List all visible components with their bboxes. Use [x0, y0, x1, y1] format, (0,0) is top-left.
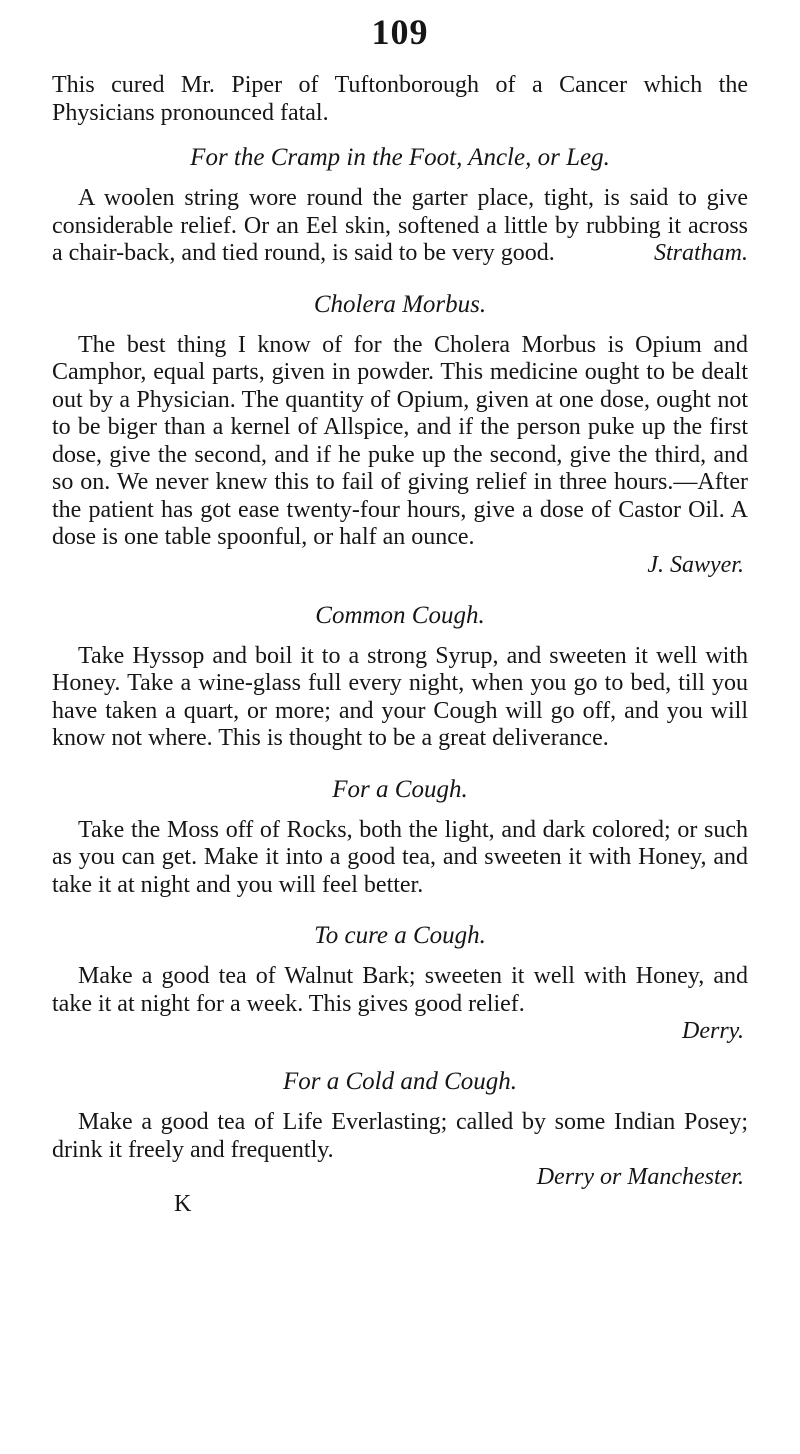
attribution-cold-cough: Derry or Manchester.: [536, 1164, 744, 1190]
section-cramp: [52, 143, 748, 268]
section-for-a-cough: [52, 775, 748, 900]
heading-cholera: Cholera Morbus.: [313, 290, 487, 318]
attribution-cure-cough: Derry.: [682, 1018, 744, 1044]
paragraph-cold-cough: Make a good tea of Life Everlasting; called by some Indian Posey; drink it freely and frequently.: [52, 1109, 748, 1163]
section-cure-cough: [52, 921, 748, 1045]
page-number: 109: [371, 12, 429, 52]
paragraph-common-cough: Take Hyssop and boil it to a strong Syrup, and sweeten it well with Honey. Take a wine-glass full every night, when you go to bed, till you have taken a quart, or more; and your Cough will go off, and you will know not where. This is thought to be a great deliverance.: [52, 642, 748, 751]
heading-common-cough: Common Cough.: [315, 601, 485, 629]
paragraph-cramp: [52, 185, 748, 268]
section-cold-cough: [52, 1067, 748, 1191]
signature-mark: K: [174, 1191, 192, 1217]
paragraph-cancer-note: This cured Mr. Piper of Tuftonborough of a Cancer which the Physicians pronounced fatal.: [52, 72, 748, 126]
heading-for-a-cough: For a Cough.: [332, 775, 468, 803]
paragraph-cure-cough: Make a good tea of Walnut Bark; sweeten it well with Honey, and take it at night for a week. This gives good relief.: [52, 963, 748, 1017]
section-cholera: [52, 290, 748, 579]
heading-cure-cough: To cure a Cough.: [314, 922, 486, 949]
paragraph-for-a-cough: Take the Moss off of Rocks, both the light, and dark colored; or such as you can get. Make it into a good tea, and sweeten it with Honey, and take it at night and you will feel better.: [52, 816, 748, 898]
section-common-cough: [52, 601, 748, 753]
heading-cramp: For the Cramp in the Foot, Ancle, or Leg.: [190, 144, 610, 171]
paragraph-cholera: The best thing I know of for the Cholera Morbus is Opium and Camphor, equal parts, given in powder. This medicine ought to be dealt out by a Physician. The quantity of Opium, given at one dose, ought not to be biger than a kernel of Allspice, and if the person puke up the first dose, give the second, and if he puke up the second, give the third, and so on. We never knew this to fail of giving relief in three hours.—After the patient has got ease twenty-four hours, give a dose of Castor Oil. A dose is one table spoonful, or half an ounce.: [52, 331, 748, 550]
attribution-cholera: J. Sawyer.: [647, 551, 744, 578]
paragraph-cramp-text: A woolen string wore round the garter place, tight, is said to give considerable relief. Or an Eel skin, softened a little by rubbing it across a chair-back, and tied round, is said to be very good.: [52, 185, 748, 266]
section-cancer-note: [52, 72, 748, 127]
heading-cold-cough: For a Cold and Cough.: [282, 1068, 518, 1095]
attribution-cramp: Stratham.: [653, 240, 748, 266]
